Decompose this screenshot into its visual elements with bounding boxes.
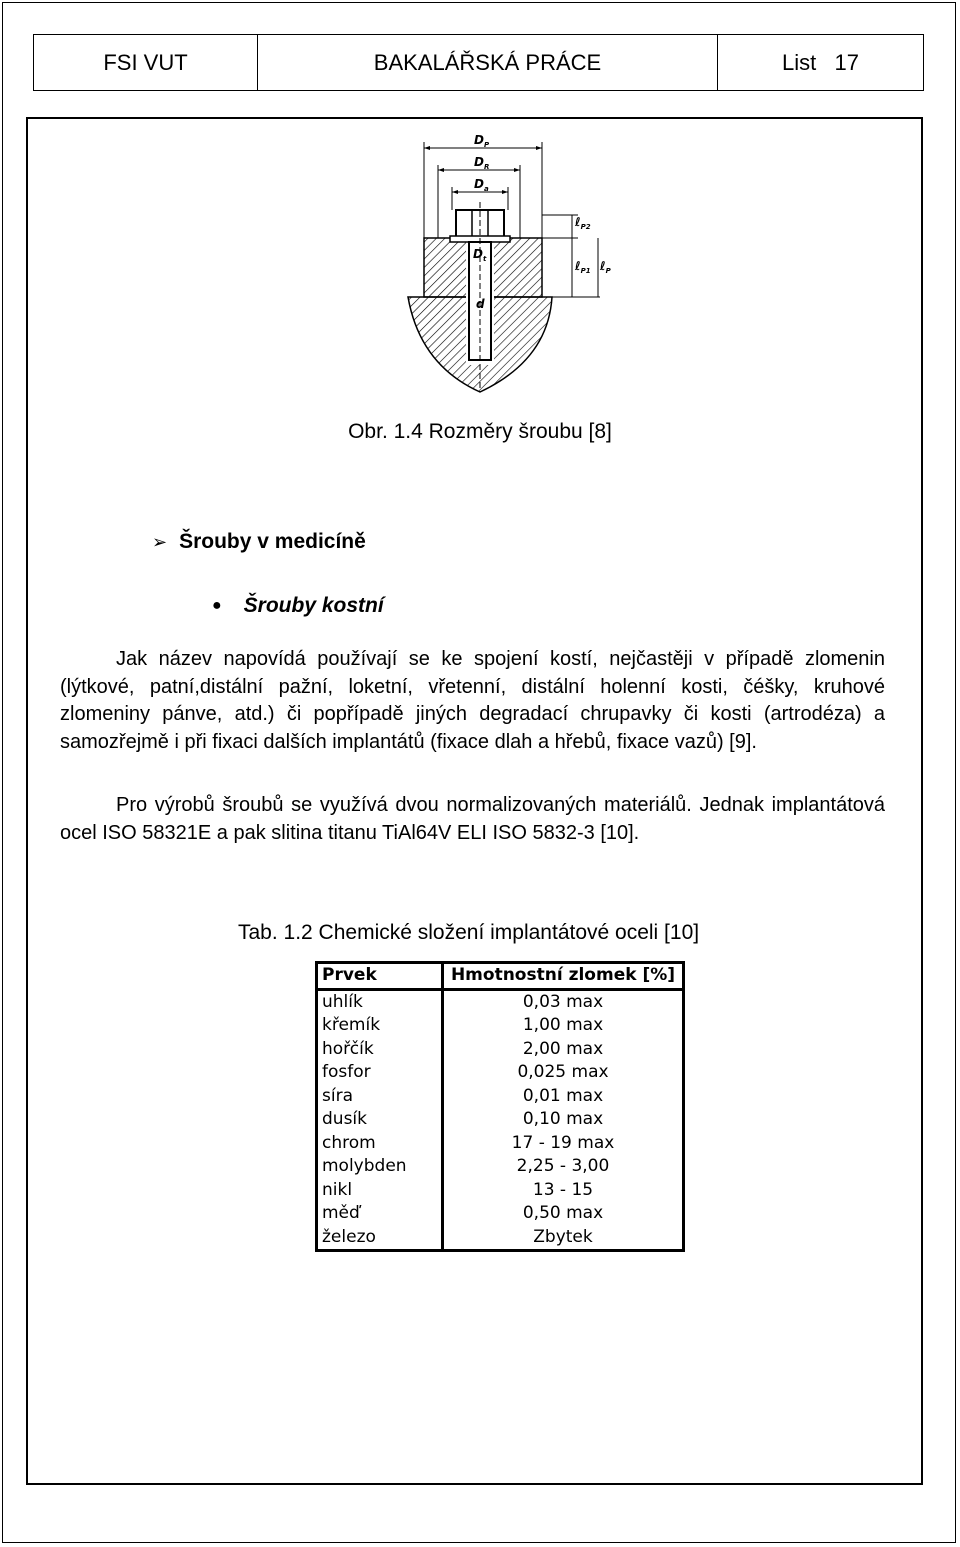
page-header: [33, 34, 924, 91]
table-header-row: [317, 963, 684, 990]
value-cell: 0,01 max: [443, 1085, 684, 1109]
svg-text:DP: $D_P$: [474, 133, 490, 149]
subsection-heading: [212, 594, 384, 618]
svg-text:ℓP1: ℓ$_{P1}$: [575, 259, 591, 275]
value-cell: 1,00 max: [443, 1014, 684, 1038]
svg-text:d: d: [476, 297, 485, 311]
value-cell: 2,00 max: [443, 1038, 684, 1062]
arrow-bullet-icon: ➢: [152, 531, 168, 552]
element-cell: hořčík: [317, 1038, 443, 1062]
value-cell: 0,50 max: [443, 1202, 684, 1226]
table-row: [317, 1226, 684, 1251]
element-cell: křemík: [317, 1014, 443, 1038]
header-institution: FSI VUT: [34, 35, 258, 90]
value-cell: 2,25 - 3,00: [443, 1155, 684, 1179]
element-cell: uhlík: [317, 989, 443, 1014]
composition-table: [315, 961, 685, 1252]
value-cell: 0,10 max: [443, 1108, 684, 1132]
svg-text:Dt: $D_t$: [473, 247, 487, 263]
section-title: Šrouby v medicíně: [179, 530, 366, 553]
svg-text:DR: $D_R$: [474, 155, 490, 171]
svg-text:ℓP: ℓ$_P$: [600, 259, 611, 275]
element-cell: dusík: [317, 1108, 443, 1132]
element-cell: síra: [317, 1085, 443, 1109]
paragraph-materials: Pro výrobů šroubů se využívá dvou normalizovaných materiálů. Jednak implantátová ocel ISO 58321E a pak slitina titanu TiAl64V ELI ISO 5832-3 [10].: [60, 794, 885, 844]
figure-caption: Obr. 1.4 Rozměry šroubu [8]: [348, 420, 612, 443]
table-row: [317, 1014, 684, 1038]
element-cell: chrom: [317, 1132, 443, 1156]
table-row: [317, 1108, 684, 1132]
header-mass-fraction: Hmotnostní zlomek [%]: [443, 963, 684, 990]
table-row: [317, 1085, 684, 1109]
table-row: [317, 1155, 684, 1179]
table-caption: Tab. 1.2 Chemické složení implantátové oceli [10]: [238, 921, 700, 944]
table-row: [317, 1179, 684, 1203]
table-row: [317, 989, 684, 1014]
value-cell: Zbytek: [443, 1226, 684, 1251]
header-document-type: BAKALÁŘSKÁ PRÁCE: [258, 35, 718, 90]
paragraph-usage: Jak název napovídá používají se ke spojení kostí, nejčastěji v případě zlomenin (lýtkové, patní,distální pažní, loketní, vřetenní, distální holenní kosti, čéšky, kruhové zlomeniny pánve, atd.) či popřípadě jiných degradací chrupavky či kosti (artrodéza) a samozřejmě i při fixaci dalších implantátů (fixace dlah a hřebů, fixace vazů) [9].: [60, 648, 885, 753]
screw-dimensions-figure: [400, 130, 610, 400]
element-cell: měď: [317, 1202, 443, 1226]
element-cell: fosfor: [317, 1061, 443, 1085]
value-cell: 0,03 max: [443, 989, 684, 1014]
table-row: [317, 1132, 684, 1156]
header-page-number: List 17: [781, 49, 860, 75]
header-element: Prvek: [317, 963, 443, 990]
subsection-title: Šrouby kostní: [243, 594, 384, 617]
bullet-icon: ●: [212, 597, 222, 614]
table-row: [317, 1038, 684, 1062]
table-row: [317, 1202, 684, 1226]
svg-text:ℓP2: ℓ$_{P2}$: [575, 215, 591, 231]
value-cell: 17 - 19 max: [443, 1132, 684, 1156]
section-heading: [152, 530, 366, 554]
value-cell: 0,025 max: [443, 1061, 684, 1085]
element-cell: nikl: [317, 1179, 443, 1203]
element-cell: železo: [317, 1226, 443, 1251]
element-cell: molybden: [317, 1155, 443, 1179]
table-row: [317, 1061, 684, 1085]
svg-text:Da: $D_a$: [474, 177, 489, 193]
value-cell: 13 - 15: [443, 1179, 684, 1203]
